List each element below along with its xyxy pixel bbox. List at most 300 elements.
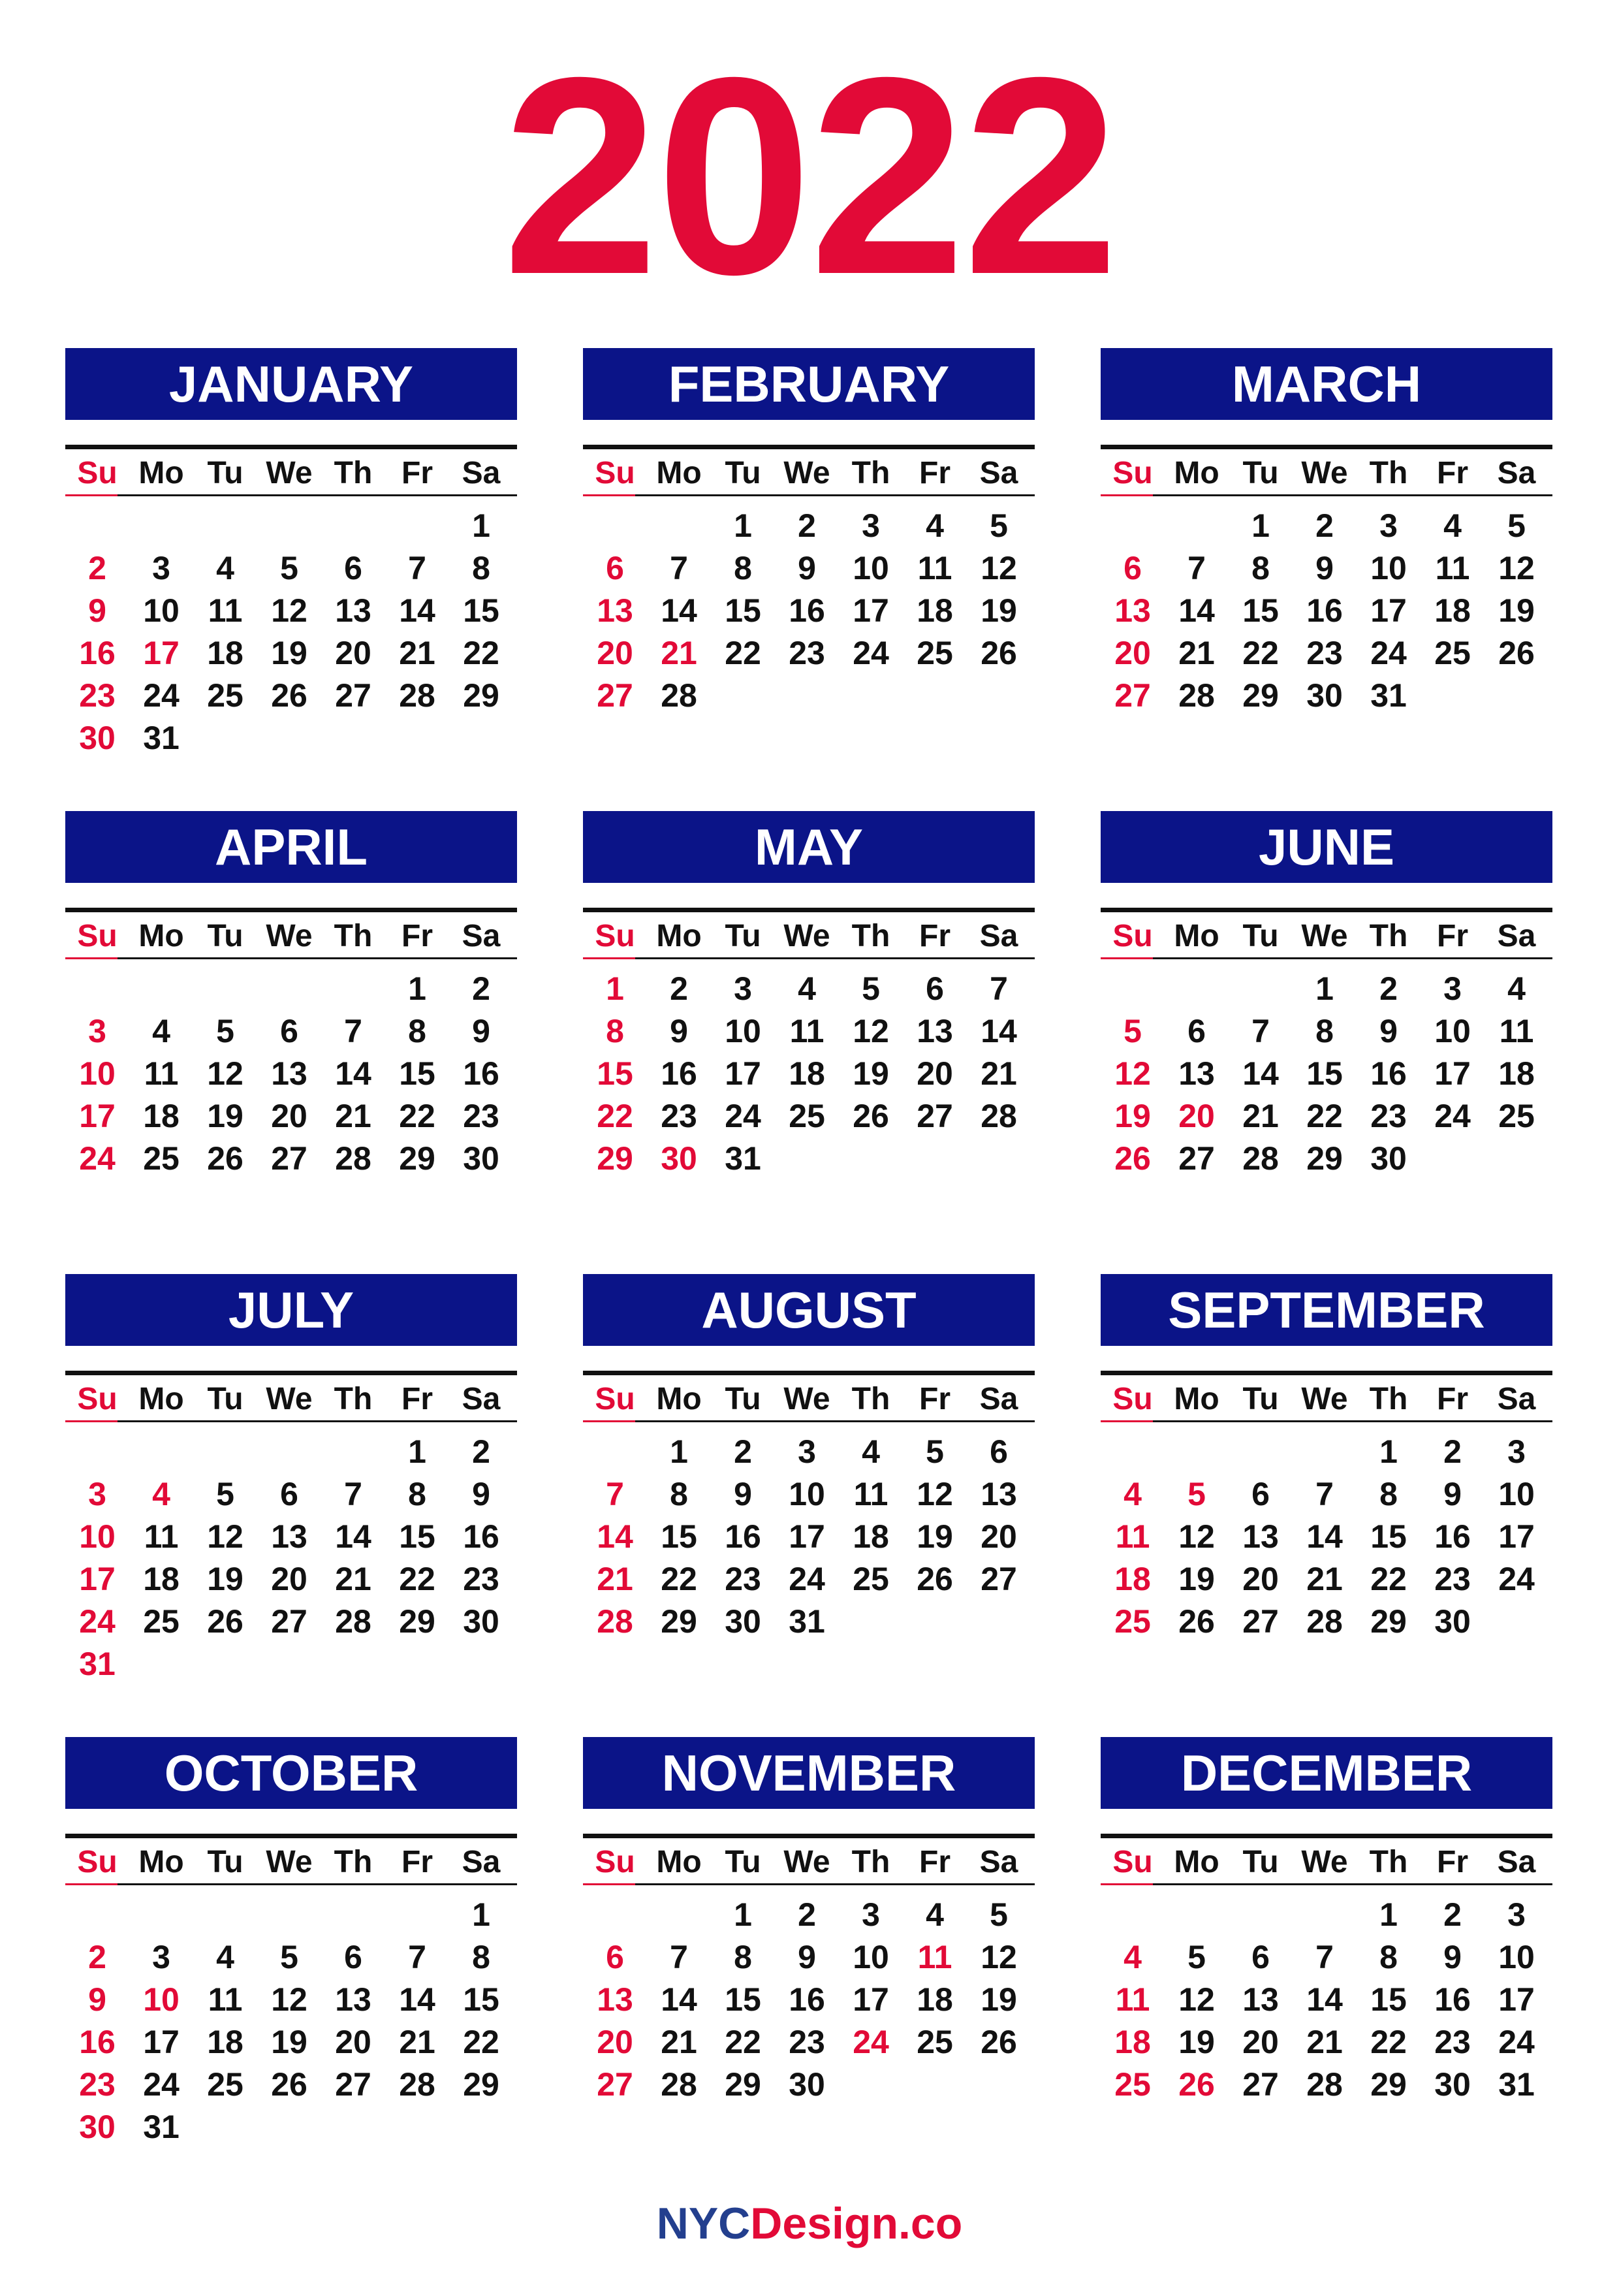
- day-cell: 22: [463, 2024, 499, 2060]
- weekday-label: Mo: [656, 1845, 702, 1879]
- day-cell: 16: [463, 1518, 499, 1555]
- day-cell-highlighted: 3: [88, 1476, 106, 1512]
- day-cell-highlighted: 4: [1124, 1476, 1142, 1512]
- day-cell: 11: [1435, 550, 1470, 586]
- day-cell-highlighted: 20: [1178, 1098, 1215, 1134]
- day-cell-highlighted: 5: [1124, 1013, 1142, 1049]
- day-cell-highlighted: 17: [143, 635, 180, 671]
- sunday-underline: [1101, 1883, 1153, 1885]
- day-cell: 7: [408, 1939, 426, 1975]
- day-cell: 11: [208, 1981, 243, 2018]
- day-cell: 12: [917, 1476, 953, 1512]
- day-cell: 4: [1507, 970, 1526, 1007]
- month-rule: [583, 1834, 1035, 1838]
- day-cell: 13: [1178, 1055, 1215, 1092]
- day-cell: 6: [1187, 1013, 1206, 1049]
- day-cell: 29: [463, 2066, 499, 2103]
- month-header: JULY: [65, 1274, 517, 1346]
- day-cell-highlighted: 13: [597, 1981, 633, 2018]
- day-cell-highlighted: 6: [606, 1939, 624, 1975]
- day-cell: 31: [143, 720, 180, 756]
- day-cell-highlighted: 20: [597, 635, 633, 671]
- month-rule: [65, 1371, 517, 1375]
- day-cell: 15: [725, 592, 761, 629]
- weekday-underline: [583, 1420, 1035, 1422]
- day-cell: 29: [399, 1140, 435, 1177]
- day-cell: 28: [981, 1098, 1017, 1134]
- sunday-underline: [1101, 1420, 1153, 1422]
- day-cell: 16: [1434, 1981, 1471, 2018]
- day-cell-highlighted: 15: [597, 1055, 633, 1092]
- day-cell: 25: [207, 2066, 244, 2103]
- day-cell: 27: [271, 1140, 307, 1177]
- day-cell: 2: [798, 507, 816, 544]
- day-cell: 14: [1178, 592, 1215, 629]
- day-cell: 12: [1178, 1518, 1215, 1555]
- day-cell: 27: [917, 1098, 953, 1134]
- day-cell: 19: [1178, 2024, 1215, 2060]
- day-cell: 4: [798, 970, 816, 1007]
- day-cell: 26: [981, 2024, 1017, 2060]
- day-cell-highlighted: 27: [1114, 677, 1151, 714]
- day-cell: 17: [725, 1055, 761, 1092]
- sunday-underline: [583, 1883, 635, 1885]
- day-cell: 22: [399, 1098, 435, 1134]
- weekday-label: Fr: [1437, 919, 1468, 953]
- weekday-label: We: [1301, 919, 1348, 953]
- month-july: [65, 1274, 517, 1682]
- day-cell: 16: [1434, 1518, 1471, 1555]
- day-cell-highlighted: 30: [79, 2109, 116, 2145]
- day-cell: 23: [1434, 1561, 1471, 1597]
- sunday-underline: [1101, 494, 1153, 496]
- day-cell: 3: [152, 1939, 170, 1975]
- day-cell: 18: [789, 1055, 825, 1092]
- year-title: 2022: [502, 20, 1117, 333]
- day-cell: 19: [853, 1055, 889, 1092]
- day-cell-highlighted: 1: [606, 970, 624, 1007]
- day-cell: 18: [917, 1981, 953, 2018]
- month-header: SEPTEMBER: [1101, 1274, 1552, 1346]
- day-cell: 18: [143, 1098, 180, 1134]
- day-cell: 17: [1434, 1055, 1471, 1092]
- day-cell: 3: [1507, 1433, 1526, 1470]
- day-cell-highlighted: 17: [79, 1561, 116, 1597]
- day-cell: 26: [207, 1140, 244, 1177]
- day-cell: 16: [789, 592, 825, 629]
- day-cell: 8: [408, 1013, 426, 1049]
- day-cell: 1: [670, 1433, 688, 1470]
- day-cell: 2: [1315, 507, 1334, 544]
- day-cell: 29: [1306, 1140, 1343, 1177]
- day-cell: 31: [1498, 2066, 1535, 2103]
- day-cell: 14: [981, 1013, 1017, 1049]
- day-cell: 12: [1498, 550, 1535, 586]
- day-cell: 6: [1251, 1939, 1270, 1975]
- day-cell: 17: [853, 1981, 889, 2018]
- day-cell: 30: [789, 2066, 825, 2103]
- day-cell: 12: [853, 1013, 889, 1049]
- day-cell: 23: [661, 1098, 697, 1134]
- day-cell: 12: [981, 1939, 1017, 1975]
- weekday-header-row: [65, 917, 517, 956]
- weekday-label: Su: [1112, 456, 1153, 490]
- day-cell: 20: [917, 1055, 953, 1092]
- day-cell: 6: [990, 1433, 1008, 1470]
- weekday-label: Tu: [1242, 1845, 1279, 1879]
- day-cell-highlighted: 18: [1114, 2024, 1151, 2060]
- day-cell: 21: [661, 2024, 697, 2060]
- day-cell: 15: [661, 1518, 697, 1555]
- day-cell-highlighted: 18: [1114, 1561, 1151, 1597]
- day-cell: 2: [734, 1433, 752, 1470]
- day-cell: 2: [1443, 1433, 1462, 1470]
- day-cell: 1: [472, 1896, 490, 1933]
- day-cell: 27: [1242, 2066, 1279, 2103]
- day-cell: 5: [1507, 507, 1526, 544]
- weekday-label: Sa: [979, 1845, 1018, 1879]
- month-header: MAY: [583, 811, 1035, 883]
- day-cell: 27: [981, 1561, 1017, 1597]
- day-cell-highlighted: 27: [597, 2066, 633, 2103]
- day-cell: 26: [1178, 1603, 1215, 1640]
- day-cell: 17: [1370, 592, 1407, 629]
- day-cell: 2: [1379, 970, 1398, 1007]
- day-cell: 11: [789, 1013, 825, 1049]
- day-cell: 1: [1315, 970, 1334, 1007]
- day-cell: 6: [1251, 1476, 1270, 1512]
- day-cell: 7: [670, 1939, 688, 1975]
- day-cell: 3: [734, 970, 752, 1007]
- weekday-label: Sa: [1497, 1845, 1536, 1879]
- day-cell: 24: [789, 1561, 825, 1597]
- day-cell: 23: [463, 1098, 499, 1134]
- day-cell: 5: [990, 507, 1008, 544]
- day-cell: 22: [661, 1561, 697, 1597]
- day-cell: 12: [1178, 1981, 1215, 2018]
- day-cell: 4: [152, 1013, 170, 1049]
- day-cell-highlighted: 4: [152, 1476, 170, 1512]
- day-cell: 30: [463, 1603, 499, 1640]
- day-cell: 20: [1242, 1561, 1279, 1597]
- weekday-label: We: [1301, 1382, 1348, 1416]
- day-cell: 5: [280, 1939, 298, 1975]
- weekday-header-row: [65, 1843, 517, 1882]
- day-cell-highlighted: 13: [597, 592, 633, 629]
- day-cell-highlighted: 26: [1178, 2066, 1215, 2103]
- day-cell: 29: [661, 1603, 697, 1640]
- day-cell: 23: [789, 635, 825, 671]
- weekday-label: Fr: [1437, 456, 1468, 490]
- month-rule: [583, 1371, 1035, 1375]
- day-cell: 2: [1443, 1896, 1462, 1933]
- day-cell: 25: [1498, 1098, 1535, 1134]
- day-cell: 27: [1178, 1140, 1215, 1177]
- day-cell: 24: [143, 2066, 180, 2103]
- weekday-header-row: [583, 1380, 1035, 1419]
- day-cell: 5: [926, 1433, 944, 1470]
- day-cell: 23: [725, 1561, 761, 1597]
- weekday-label: Tu: [1242, 919, 1279, 953]
- day-cell-highlighted: 30: [661, 1140, 697, 1177]
- day-cell: 21: [1178, 635, 1215, 671]
- weekday-label: Su: [77, 456, 118, 490]
- weekday-header-row: [1101, 1380, 1552, 1419]
- day-cell: 19: [1178, 1561, 1215, 1597]
- day-cell: 20: [271, 1561, 307, 1597]
- day-cell: 15: [1370, 1981, 1407, 2018]
- weekday-underline: [1101, 957, 1552, 959]
- day-cell: 22: [1242, 635, 1279, 671]
- day-cell-highlighted: 10: [79, 1518, 116, 1555]
- weekday-label: Fr: [401, 1845, 433, 1879]
- day-cell: 16: [789, 1981, 825, 2018]
- sunday-underline: [583, 957, 635, 959]
- day-cell: 9: [670, 1013, 688, 1049]
- weekday-header-row: [65, 454, 517, 493]
- day-cell: 22: [399, 1561, 435, 1597]
- day-cell-highlighted: 9: [88, 592, 106, 629]
- weekday-label: Tu: [725, 919, 761, 953]
- weekday-label: Th: [851, 1382, 890, 1416]
- day-cell: 6: [280, 1476, 298, 1512]
- weekday-label: Fr: [401, 919, 433, 953]
- day-cell: 24: [143, 677, 180, 714]
- weekday-label: We: [266, 919, 313, 953]
- day-cell: 25: [789, 1098, 825, 1134]
- day-cell: 2: [472, 1433, 490, 1470]
- day-cell: 6: [926, 970, 944, 1007]
- day-cell: 11: [853, 1476, 888, 1512]
- day-cell-highlighted: 9: [88, 1981, 106, 2018]
- day-cell: 26: [271, 677, 307, 714]
- day-cell: 24: [725, 1098, 761, 1134]
- day-cell-highlighted: 7: [606, 1476, 624, 1512]
- month-header: FEBRUARY: [583, 348, 1035, 420]
- day-cell: 3: [152, 550, 170, 586]
- day-cell: 18: [207, 635, 244, 671]
- weekday-label: We: [266, 1382, 313, 1416]
- day-cell: 26: [271, 2066, 307, 2103]
- day-cell: 7: [990, 970, 1008, 1007]
- day-cell: 21: [1242, 1098, 1279, 1134]
- day-cell: 7: [408, 550, 426, 586]
- day-cell: 1: [1379, 1896, 1398, 1933]
- day-cell: 11: [917, 550, 952, 586]
- day-cell: 8: [734, 1939, 752, 1975]
- day-cell: 3: [1379, 507, 1398, 544]
- day-cell: 1: [408, 1433, 426, 1470]
- day-cell: 20: [981, 1518, 1017, 1555]
- day-cell: 16: [463, 1055, 499, 1092]
- month-march: [1101, 348, 1552, 753]
- weekday-label: Tu: [207, 456, 244, 490]
- day-cell: 4: [862, 1433, 880, 1470]
- weekday-label: Su: [1112, 919, 1153, 953]
- day-cell: 7: [344, 1013, 362, 1049]
- day-cell: 24: [1498, 2024, 1535, 2060]
- weekday-label: Su: [77, 919, 118, 953]
- weekday-label: Tu: [1242, 456, 1279, 490]
- month-rule: [1101, 1834, 1552, 1838]
- day-cell: 19: [271, 2024, 307, 2060]
- weekday-underline: [65, 1420, 517, 1422]
- day-cell: 17: [853, 592, 889, 629]
- day-cell: 12: [207, 1518, 244, 1555]
- month-january: [65, 348, 517, 756]
- day-cell-highlighted: 25: [1114, 1603, 1151, 1640]
- day-cell: 28: [335, 1140, 371, 1177]
- day-cell: 22: [463, 635, 499, 671]
- day-cell: 5: [216, 1013, 234, 1049]
- month-header: NOVEMBER: [583, 1737, 1035, 1809]
- day-cell: 10: [1498, 1476, 1535, 1512]
- weekday-underline: [583, 494, 1035, 496]
- weekday-label: We: [783, 456, 830, 490]
- day-cell-highlighted: 20: [597, 2024, 633, 2060]
- day-cell: 13: [335, 592, 371, 629]
- weekday-underline: [1101, 1420, 1552, 1422]
- day-cell: 30: [463, 1140, 499, 1177]
- day-cell-highlighted: 13: [1114, 592, 1151, 629]
- day-cell: 9: [472, 1476, 490, 1512]
- day-cell-highlighted: 5: [1187, 1476, 1206, 1512]
- month-august: [583, 1274, 1035, 1679]
- day-cell: 15: [1370, 1518, 1407, 1555]
- day-cell: 9: [1315, 550, 1334, 586]
- day-cell: 10: [1370, 550, 1407, 586]
- day-cell: 17: [1498, 1518, 1535, 1555]
- month-april: [65, 811, 517, 1216]
- day-cell-highlighted: 3: [88, 1013, 106, 1049]
- month-rule: [583, 908, 1035, 912]
- day-cell: 7: [1187, 550, 1206, 586]
- day-cell: 14: [661, 1981, 697, 2018]
- weekday-label: Sa: [979, 919, 1018, 953]
- day-cell-highlighted: 29: [597, 1140, 633, 1177]
- weekday-label: Su: [595, 1845, 635, 1879]
- day-cell: 10: [853, 550, 889, 586]
- day-cell: 9: [1379, 1013, 1398, 1049]
- day-cell: 27: [271, 1603, 307, 1640]
- day-cell: 25: [143, 1140, 180, 1177]
- weekday-label: Su: [595, 456, 635, 490]
- day-cell: 29: [725, 2066, 761, 2103]
- day-cell: 8: [472, 550, 490, 586]
- day-cell: 5: [862, 970, 880, 1007]
- weekday-underline: [583, 957, 1035, 959]
- day-cell: 20: [335, 635, 371, 671]
- day-cell: 15: [399, 1055, 435, 1092]
- day-cell: 14: [1306, 1518, 1343, 1555]
- day-cell: 12: [981, 550, 1017, 586]
- month-rule: [65, 908, 517, 912]
- day-cell: 1: [734, 507, 752, 544]
- day-cell: 30: [1370, 1140, 1407, 1177]
- day-cell: 10: [725, 1013, 761, 1049]
- weekday-label: Mo: [138, 1382, 184, 1416]
- day-cell: 29: [1242, 677, 1279, 714]
- day-cell: 25: [917, 2024, 953, 2060]
- day-cell: 18: [853, 1518, 889, 1555]
- day-cell: 8: [670, 1476, 688, 1512]
- day-cell: 10: [1498, 1939, 1535, 1975]
- day-cell: 12: [271, 1981, 307, 2018]
- day-cell: 28: [661, 2066, 697, 2103]
- day-cell: 18: [1498, 1055, 1535, 1092]
- weekday-label: Su: [77, 1382, 118, 1416]
- day-cell: 9: [1443, 1939, 1462, 1975]
- day-cell: 26: [207, 1603, 244, 1640]
- day-cell: 9: [798, 1939, 816, 1975]
- day-cell: 9: [1443, 1476, 1462, 1512]
- day-cell-highlighted: 6: [606, 550, 624, 586]
- day-cell: 22: [1370, 1561, 1407, 1597]
- day-cell: 26: [853, 1098, 889, 1134]
- day-cell: 14: [661, 592, 697, 629]
- day-cell: 15: [463, 592, 499, 629]
- day-cell: 9: [798, 550, 816, 586]
- day-cell-highlighted: 24: [79, 1603, 116, 1640]
- weekday-label: Mo: [1174, 919, 1219, 953]
- day-cell: 4: [216, 550, 234, 586]
- weekday-label: Mo: [138, 919, 184, 953]
- weekday-label: Su: [595, 1382, 635, 1416]
- day-cell: 4: [1443, 507, 1462, 544]
- day-cell: 13: [981, 1476, 1017, 1512]
- sunday-underline: [65, 1420, 118, 1422]
- day-cell: 1: [472, 507, 490, 544]
- weekday-label: Sa: [979, 456, 1018, 490]
- day-cell: 22: [725, 2024, 761, 2060]
- weekday-label: Mo: [1174, 1382, 1219, 1416]
- day-cell: 19: [207, 1561, 244, 1597]
- day-cell: 30: [1306, 677, 1343, 714]
- day-cell: 22: [1306, 1098, 1343, 1134]
- footer-brand[interactable]: [0, 2194, 1619, 2253]
- day-cell: 18: [207, 2024, 244, 2060]
- weekday-label: We: [783, 1382, 830, 1416]
- day-cell-highlighted: 4: [1124, 1939, 1142, 1975]
- weekday-underline: [65, 494, 517, 496]
- day-cell: 6: [344, 1939, 362, 1975]
- day-cell: 2: [472, 970, 490, 1007]
- weekday-label: Mo: [138, 456, 184, 490]
- day-cell: 14: [335, 1518, 371, 1555]
- weekday-label: Fr: [919, 919, 951, 953]
- day-cell: 8: [1379, 1939, 1398, 1975]
- day-cell: 3: [1507, 1896, 1526, 1933]
- day-cell: 16: [725, 1518, 761, 1555]
- month-header: MARCH: [1101, 348, 1552, 420]
- day-cell: 25: [917, 635, 953, 671]
- day-cell: 28: [1306, 1603, 1343, 1640]
- weekday-label: We: [266, 456, 313, 490]
- day-cell-highlighted: 22: [597, 1098, 633, 1134]
- day-cell: 16: [661, 1055, 697, 1092]
- day-cell: 20: [271, 1098, 307, 1134]
- weekday-underline: [1101, 494, 1552, 496]
- weekday-label: We: [266, 1845, 313, 1879]
- day-cell: 19: [271, 635, 307, 671]
- day-cell-highlighted: 6: [1124, 550, 1142, 586]
- weekday-label: Sa: [462, 1382, 501, 1416]
- weekday-label: Th: [851, 919, 890, 953]
- day-cell-highlighted: 11: [1115, 1518, 1150, 1555]
- day-cell-highlighted: 16: [79, 635, 116, 671]
- day-cell: 24: [1434, 1098, 1471, 1134]
- weekday-underline: [65, 957, 517, 959]
